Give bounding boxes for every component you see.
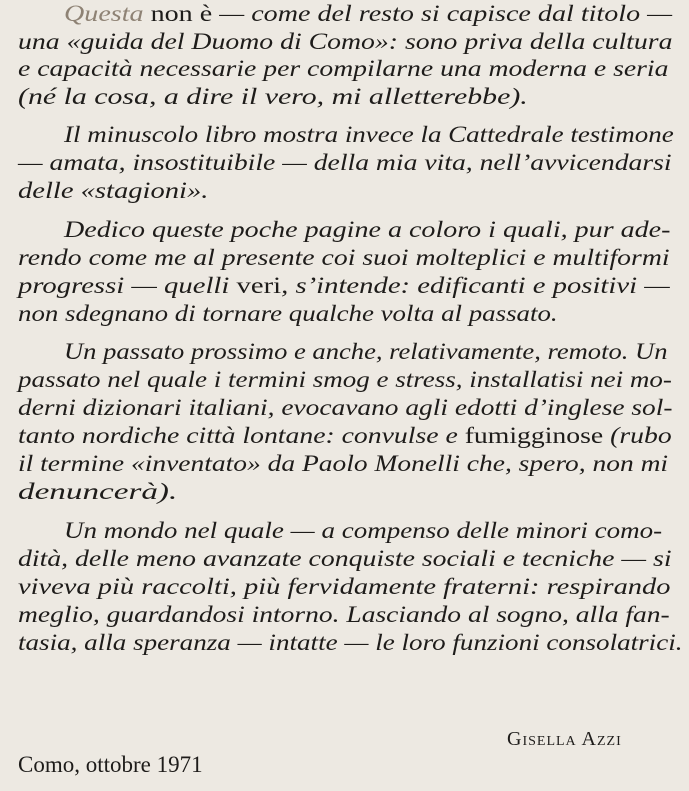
text-segment: Dedico queste poche pagine a coloro i quali, pur ade- [64,217,671,242]
text-line [18,573,671,600]
text-segment: Un mondo nel quale — a compenso delle minori como- [64,518,663,543]
text-segment: dità, delle meno avanzate conquiste sociali e tecniche — si [18,546,672,571]
text-line [18,394,672,421]
text-line [18,28,672,55]
author-signature: Gisella Azzi [507,728,622,750]
place-date: Como, ottobre 1971 [18,752,203,777]
text-segment: — amata, insostituibile — della mia vita, nell’avvicendarsi [18,150,672,175]
text-line [18,177,208,204]
text-line [64,0,672,27]
text-segment: progressi — quelli [18,273,237,298]
text-segment: Questa [64,1,144,26]
text-line [18,83,528,110]
text-line [64,338,667,365]
text-line [18,545,672,572]
text-segment: (rubo [603,423,672,448]
text-segment: Il minuscolo libro mostra invece la Cattedrale testimone [64,122,674,147]
text-segment: non sdegnano di tornare qualche volta al passato. [18,301,558,326]
text-line [64,121,674,148]
text-segment: il termine «inventato» da Paolo Monelli che, spero, non mi [18,451,669,476]
text-segment: meglio, guardandosi intorno. Lasciando al sogno, alla fan- [18,602,670,627]
text-line [18,272,670,299]
text-line [64,216,670,243]
text-segment: rendo come me al presente coi suoi molteplici e multiformi [18,245,670,270]
text-segment: viveva più raccolti, più fervidamente fraterni: respirando [18,574,671,599]
text-line [64,517,662,544]
text-line [18,55,668,82]
text-segment: passato nel quale i termini smog e stress, installatisi nei mo- [18,367,672,392]
text-line [18,422,672,449]
text-segment: e capacità necessarie per compilarne una moderna e seria [18,56,669,81]
text-segment: tasia, alla speranza — intatte — le loro funzioni consolatrici. [18,630,683,655]
text-segment: denuncerà). [18,479,178,504]
text-line [18,244,670,271]
text-segment: una «guida del Duomo di Como»: sono priva della cultura [18,29,673,54]
text-segment: derni dizionari italiani, evocavano agli edotti d’inglese sol- [18,395,673,420]
text-line [18,300,558,327]
text-line [18,366,672,393]
text-segment: , s’intende: edificanti e positivi — [281,273,670,298]
text-segment: (né la cosa, a dire il vero, mi alletterebbe). [18,84,528,109]
text-segment: fumigginose [464,423,604,448]
text-segment: delle «stagioni». [18,178,209,203]
text-line [18,601,670,628]
text-line [18,629,683,656]
text-line [18,450,668,477]
text-segment: Un passato prossimo e anche, relativamente, remoto. Un [64,339,668,364]
text-line [18,478,177,505]
text-segment: tanto nordiche città lontane: convulse e [18,423,465,448]
text-line [18,149,672,176]
text-segment: — come del resto si capisce dal titolo — [219,1,673,26]
text-segment: veri [236,273,282,298]
text-segment: non è [143,1,220,26]
